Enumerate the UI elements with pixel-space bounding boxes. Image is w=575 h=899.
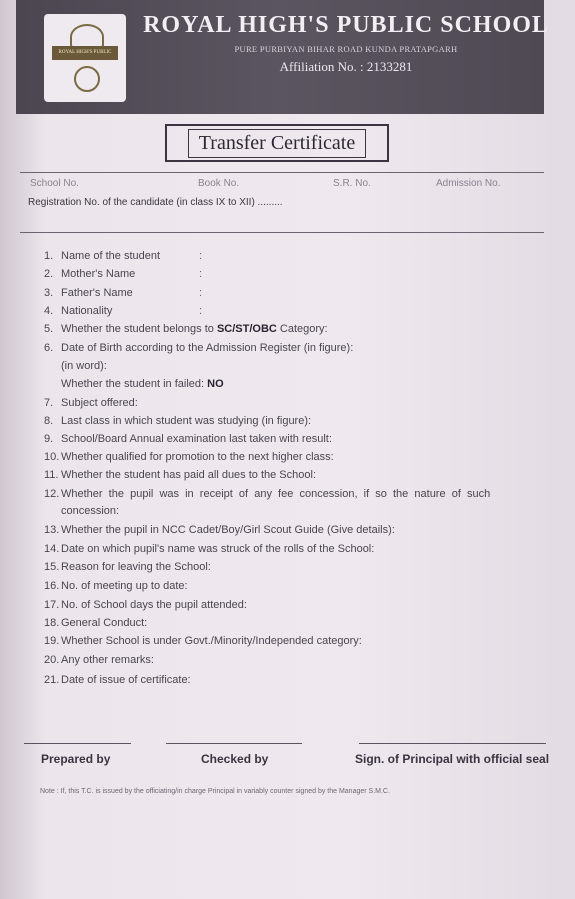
field-3 — [44, 287, 133, 299]
field-number: 5. — [44, 323, 54, 335]
field-number: 15. — [44, 561, 60, 573]
field-number: 7. — [44, 397, 54, 409]
field-5 — [44, 323, 328, 335]
school-name: ROYAL HIGH'S PUBLIC SCHOOL — [143, 12, 549, 38]
field-label: No. of School days the pupil attended: — [61, 599, 247, 611]
field-22 — [44, 635, 362, 647]
meta-row — [30, 178, 550, 192]
field-emphasis: SC/ST/OBC — [216, 323, 277, 335]
colon-3: : — [199, 287, 203, 299]
field-label: Mother's Name — [61, 268, 136, 280]
colon-2: : — [199, 268, 203, 280]
field-number: 11. — [44, 469, 59, 481]
field-number: 20. — [44, 654, 60, 666]
field-label: Nationality — [61, 305, 113, 317]
page-title: Transfer Certificate — [188, 129, 366, 158]
field-label: Name of the student — [61, 250, 161, 262]
field-label: Whether the pupil was in receipt of any fee concession, if so the nature of such — [61, 488, 491, 500]
field-6 — [44, 342, 353, 354]
colon-4: : — [199, 305, 203, 317]
field-label: School/Board Annual examination last taken with result: — [61, 433, 332, 445]
field-label: General Conduct: — [61, 617, 148, 629]
field-4 — [44, 305, 112, 317]
registration-line: Registration No. of the candidate (in class IX to XII) ......... — [28, 197, 283, 208]
school-address: PURE PURBIYAN BIHAR ROAD KUNDA PRATAPGARH — [234, 44, 458, 54]
principal-line — [359, 743, 546, 744]
field-label: Subject offered: — [61, 397, 138, 409]
field-number: 12. — [44, 488, 60, 500]
field-number: 19. — [44, 635, 60, 647]
footer-note: Note : If, this T.C. is issued by the officiating/in charge Principal in variably counter signed by the Manager S.M.C. — [40, 788, 390, 795]
affiliation-number: Affiliation No. : 2133281 — [279, 59, 413, 74]
field-label: Last class in which student was studying (in figure): — [61, 415, 312, 427]
field-number: 13. — [44, 524, 60, 536]
field-label: Father's Name — [61, 287, 133, 299]
field-label: Whether School is under Govt./Minority/Independed category: — [61, 635, 362, 647]
field-label: Date of Birth according to the Admission Register (in figure): — [61, 342, 354, 354]
school-logo — [44, 14, 126, 102]
field-number: 17. — [44, 599, 60, 611]
field-13 — [44, 469, 316, 481]
field-18 — [44, 561, 211, 573]
field-label: Whether the student belongs to — [61, 323, 217, 335]
field-24 — [44, 674, 191, 686]
field-23 — [44, 654, 154, 666]
field-label: Date of issue of certificate: — [61, 674, 191, 686]
field-label-suffix: Category: — [276, 323, 328, 335]
field-17 — [44, 543, 374, 555]
prepared-line — [24, 743, 131, 744]
colon-1: : — [199, 250, 203, 262]
field-label: Date on which pupil's name was struck of the rolls of the School: — [61, 543, 375, 555]
field-20 — [44, 599, 247, 611]
field-21 — [44, 617, 147, 629]
logo-ribbon: ROYAL HIGH'S PUBLIC SCHOOL — [52, 46, 118, 60]
field-15 — [61, 505, 119, 517]
field-label: (in word): — [61, 360, 107, 372]
field-label: Reason for leaving the School: — [61, 561, 211, 573]
principal-sign-label: Sign. of Principal with official seal — [355, 752, 550, 766]
field-label: Whether the student in failed: — [61, 378, 208, 390]
field-8 — [61, 378, 224, 390]
field-label: Whether qualified for promotion to the next higher class: — [61, 451, 334, 463]
field-label: concession: — [61, 505, 120, 517]
checked-by-label: Checked by — [201, 752, 269, 766]
sr-no-label: S.R. No. — [333, 178, 371, 189]
title-box — [165, 124, 389, 162]
field-number: 14. — [44, 543, 60, 555]
top-divider — [20, 172, 544, 173]
field-number: 21. — [44, 674, 60, 686]
field-14 — [44, 488, 490, 500]
field-2 — [44, 268, 135, 280]
prepared-by-label: Prepared by — [41, 752, 111, 766]
field-label: Whether the student has paid all dues to the School: — [61, 469, 316, 481]
field-1 — [44, 250, 160, 262]
field-number: 2. — [44, 268, 54, 280]
book-no-label: Book No. — [198, 178, 240, 189]
field-12 — [44, 451, 334, 463]
field-label: Whether the pupil in NCC Cadet/Boy/Girl Scout Guide (Give details): — [61, 524, 395, 536]
field-10 — [44, 415, 311, 427]
checked-line — [166, 743, 302, 744]
field-number: 1. — [44, 250, 54, 262]
field-9 — [44, 397, 138, 409]
field-16 — [44, 524, 395, 536]
field-label: No. of meeting up to date: — [61, 580, 188, 592]
field-label: Any other remarks: — [61, 654, 154, 666]
field-number: 6. — [44, 342, 54, 354]
field-emphasis: NO — [207, 378, 224, 390]
logo-emblem — [74, 66, 100, 92]
field-number: 8. — [44, 415, 54, 427]
field-7 — [61, 360, 107, 372]
field-number: 16. — [44, 580, 60, 592]
field-11 — [44, 433, 332, 445]
school-header — [16, 0, 549, 114]
school-no-label: School No. — [30, 178, 79, 189]
field-number: 18. — [44, 617, 60, 629]
section-divider — [20, 232, 544, 233]
admission-no-label: Admission No. — [436, 178, 501, 189]
field-number: 10. — [44, 451, 60, 463]
field-number: 4. — [44, 305, 54, 317]
field-number: 9. — [44, 433, 54, 445]
field-number: 3. — [44, 287, 54, 299]
field-19 — [44, 580, 188, 592]
